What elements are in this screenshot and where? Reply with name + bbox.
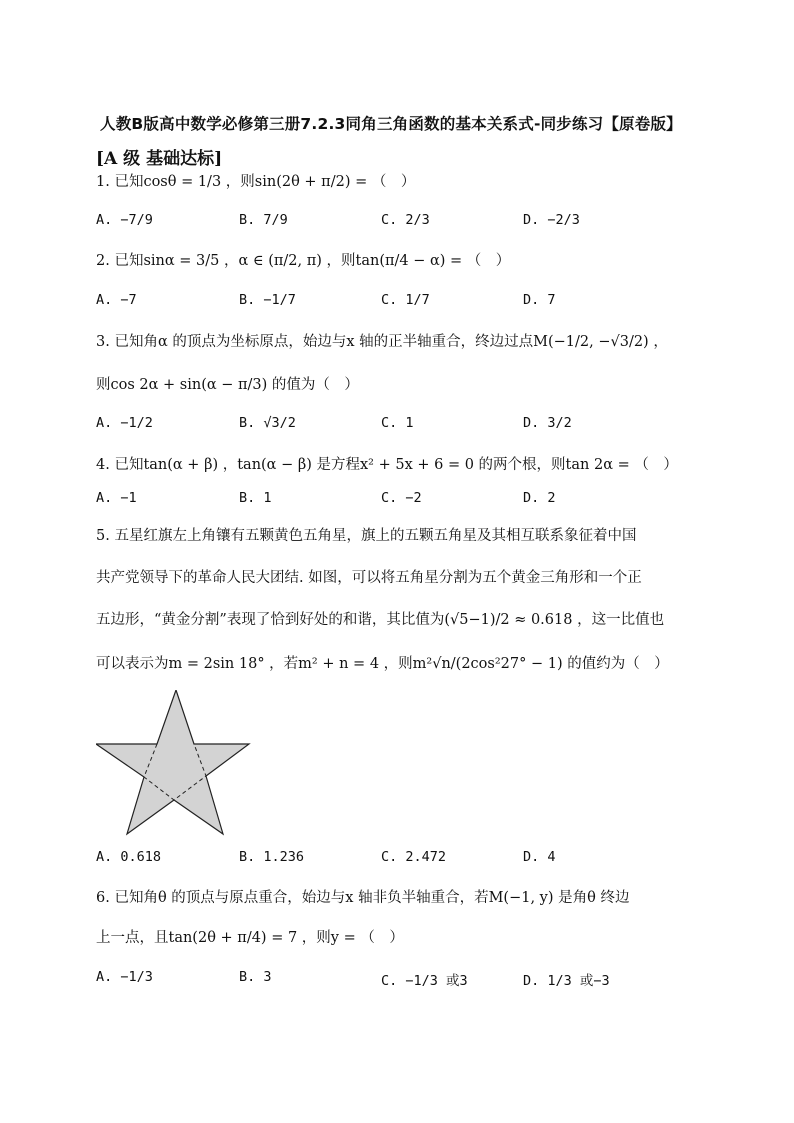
question-2-stem: 2. 已知sinα = 3/5 ，α ∈ (π/2, π) ，则tan(π/4 − α) = （ ） (96, 253, 511, 269)
question-6-option-a: A. −1/3 (96, 969, 153, 985)
question-3-option-d: D. 3/2 (523, 415, 572, 431)
question-6-stem-line-2: 上一点，且tan(2θ + π/4) = 7 ，则y = （ ） (96, 930, 404, 946)
question-5-option-d: D. 4 (523, 849, 556, 865)
question-5-option-c: C. 2.472 (381, 849, 447, 865)
question-3-stem-line-1: 3. 已知角α 的顶点为坐标原点，始边与x 轴的正半轴重合，终边过点M(−1/2, −√3/2) ， (96, 334, 668, 350)
question-5-options (96, 849, 696, 869)
question-6-option-b: B. 3 (239, 969, 272, 985)
star-figure (96, 690, 252, 838)
question-5-stem-line-2: 共产党领导下的革命人民大团结. 如图，可以将五角星分割为五个黄金三角形和一个正 (96, 570, 642, 586)
question-6-options (96, 969, 696, 989)
question-2-option-a: A. −7 (96, 292, 137, 308)
question-4-options (96, 490, 696, 510)
section-heading: [A 级 基础达标] (96, 149, 223, 169)
question-5-stem-line-4: 可以表示为m = 2sin 18° ，若m² + n = 4 ，则m²√n/(2cos²27° − 1) 的值约为（ ） (96, 656, 669, 672)
question-4-option-d: D. 2 (523, 490, 556, 506)
star-shape (96, 690, 249, 834)
question-3-stem-line-2: 则cos 2α + sin(α − π/3) 的值为（ ） (96, 377, 359, 393)
question-4-stem: 4. 已知tan(α + β) ，tan(α − β) 是方程x² + 5x + 6 = 0 的两个根，则tan 2α = （ ） (96, 457, 678, 473)
question-6-option-c: C. −1/3 或3 (381, 973, 468, 989)
question-3-option-c: C. 1 (381, 415, 414, 431)
question-1-option-b: B. 7/9 (239, 212, 288, 228)
question-1-option-d: D. −2/3 (523, 212, 580, 228)
question-3-option-a: A. −1/2 (96, 415, 153, 431)
question-3-option-b: B. √3/2 (239, 415, 296, 431)
question-2-option-d: D. 7 (523, 292, 556, 308)
question-5-option-b: B. 1.236 (239, 849, 305, 865)
question-5-stem-line-3: 五边形，“黄金分割”表现了恰到好处的和谐，其比值为(√5−1)/2 ≈ 0.618 ，这一比值也 (96, 612, 665, 628)
question-2-options (96, 292, 696, 312)
question-1-option-a: A. −7/9 (96, 212, 153, 228)
question-6-stem-line-1: 6. 已知角θ 的顶点与原点重合，始边与x 轴非负半轴重合，若M(−1, y) 是角θ 终边 (96, 890, 630, 906)
question-3-options (96, 415, 696, 435)
question-4-option-b: B. 1 (239, 490, 272, 506)
question-1-options (96, 212, 696, 232)
question-1-stem: 1. 已知cosθ = 1/3 ，则sin(2θ + π/2) = （ ） (96, 174, 416, 190)
question-2-option-c: C. 1/7 (381, 292, 430, 308)
question-1-option-c: C. 2/3 (381, 212, 430, 228)
question-5-stem-line-1: 5. 五星红旗左上角镶有五颗黄色五角星，旗上的五颗五角星及其相互联系象征着中国 (96, 528, 637, 544)
question-4-option-a: A. −1 (96, 490, 137, 506)
question-2-option-b: B. −1/7 (239, 292, 296, 308)
question-5-option-a: A. 0.618 (96, 849, 162, 865)
question-6-option-d: D. 1/3 或−3 (523, 973, 610, 989)
page-title: 人教B版高中数学必修第三册7.2.3同角三角函数的基本关系式-同步练习【原卷版】 (100, 115, 682, 133)
question-4-option-c: C. −2 (381, 490, 422, 506)
